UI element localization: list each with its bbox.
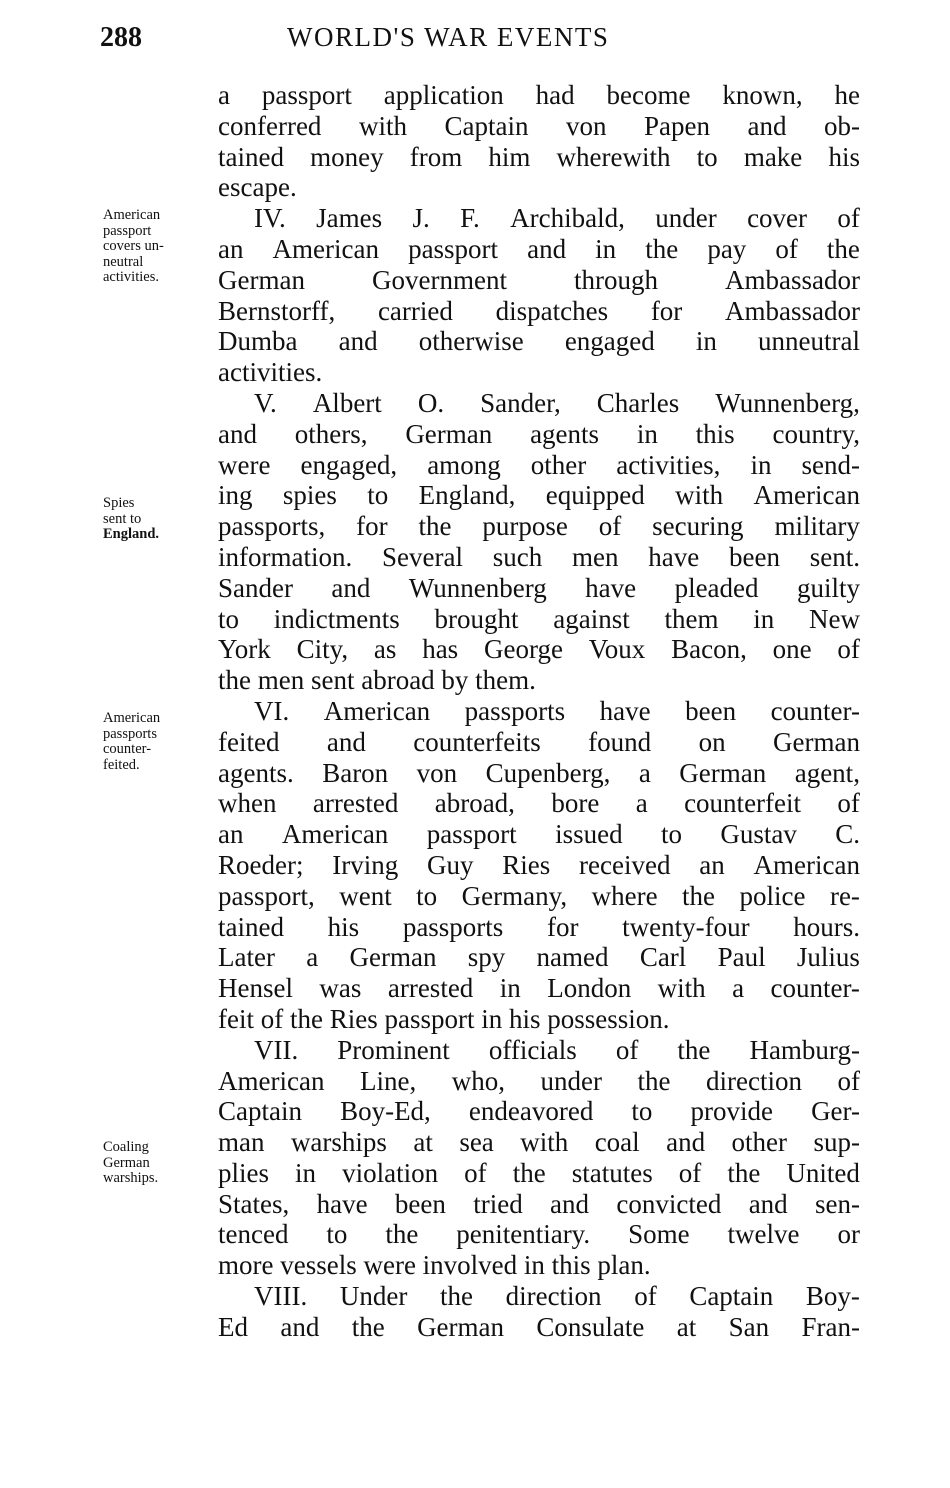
text-line: Hensel was arrested in London with a counter- xyxy=(218,973,860,1004)
text-line: Roeder; Irving Guy Ries received an American xyxy=(218,849,860,880)
margin-note-line: covers un- xyxy=(103,238,164,254)
margin-note-line: passport xyxy=(103,222,152,239)
margin-note-counterfeited xyxy=(103,711,213,773)
paragraph-viii xyxy=(218,1281,860,1343)
margin-note-passport-covers xyxy=(103,208,213,286)
text-line: information. Several such men have been sent. xyxy=(218,541,860,572)
margin-note-line: feited. xyxy=(103,756,140,773)
margin-note-line: counter- xyxy=(103,741,152,757)
text-line: and others, German agents in this country, xyxy=(218,418,860,449)
text-line: an American passport issued to Gustav C. xyxy=(218,819,860,850)
text-line: were engaged, among other activities, in send- xyxy=(218,449,860,480)
margin-note-line: German xyxy=(103,1154,150,1171)
margin-note-line: England. xyxy=(103,526,160,542)
text-line: Sander and Wunnenberg have pleaded guilty xyxy=(218,572,860,603)
body-text xyxy=(218,80,860,1343)
text-line: Dumba and otherwise engaged in unneutral xyxy=(218,326,860,357)
text-line: a passport application had become known, he xyxy=(218,80,860,110)
margin-note-line: passports xyxy=(103,725,157,742)
paragraph-vi xyxy=(218,696,860,1035)
text-line: German Government through Ambassador xyxy=(218,264,860,295)
paragraph-iv xyxy=(218,203,860,388)
margin-note-coaling-warships xyxy=(103,1140,213,1187)
text-line: man warships at sea with coal and other sup- xyxy=(218,1127,860,1158)
margin-note-spies-england xyxy=(103,496,213,543)
text-line: V. Albert O. Sander, Charles Wunnenberg, xyxy=(254,387,860,418)
margin-note-line: neutral xyxy=(103,253,144,270)
text-line: Ed and the German Consulate at San Fran- xyxy=(218,1311,860,1342)
margin-note-line: Spies xyxy=(103,495,135,511)
text-line: VII. Prominent officials of the Hamburg- xyxy=(254,1034,860,1065)
text-line: conferred with Captain von Papen and ob- xyxy=(218,110,860,141)
margin-note-line: sent to xyxy=(103,510,142,527)
text-line: Bernstorff, carried dispatches for Ambassador xyxy=(218,295,860,326)
text-line: IV. James J. F. Archibald, under cover of xyxy=(254,203,860,234)
text-line: to indictments brought against them in New xyxy=(218,603,860,634)
text-line: tenced to the penitentiary. Some twelve or xyxy=(218,1219,860,1250)
margin-note-line: American xyxy=(103,710,161,726)
text-line: plies in violation of the statutes of the United xyxy=(218,1157,860,1188)
text-line: feited and counterfeits found on German xyxy=(218,726,860,757)
text-line: more vessels were involved in this plan. xyxy=(218,1250,651,1281)
text-line: feit of the Ries passport in his possession. xyxy=(218,1003,670,1034)
text-line: York City, as has George Voux Bacon, one of xyxy=(218,634,860,665)
paragraph-v xyxy=(218,388,860,696)
text-line: passports, for the purpose of securing military xyxy=(218,511,860,542)
margin-note-line: Coaling xyxy=(103,1139,149,1155)
text-line: VI. American passports have been counter- xyxy=(254,695,860,726)
text-line: tained money from him wherewith to make his xyxy=(218,141,860,172)
text-line: escape. xyxy=(218,172,297,203)
margin-note-line: warships. xyxy=(103,1170,159,1186)
paragraph-vii xyxy=(218,1035,860,1281)
text-line: States, have been tried and convicted and sen- xyxy=(218,1188,860,1219)
text-line: tained his passports for twenty-four hours. xyxy=(218,911,860,942)
margin-note-line: American xyxy=(103,207,161,223)
text-line: an American passport and in the pay of the xyxy=(218,233,860,264)
paragraph-continuation xyxy=(218,80,860,203)
text-line: American Line, who, under the direction of xyxy=(218,1065,860,1096)
text-line: activities. xyxy=(218,357,323,388)
text-line: VIII. Under the direction of Captain Boy- xyxy=(254,1281,860,1312)
text-line: Captain Boy-Ed, endeavored to provide Ger- xyxy=(218,1096,860,1127)
running-title: WORLD'S WAR EVENTS xyxy=(287,22,610,52)
text-line: when arrested abroad, bore a counterfeit of xyxy=(218,788,860,819)
text-line: passport, went to Germany, where the police re- xyxy=(218,880,860,911)
page-number: 288 xyxy=(100,22,142,53)
margin-note-line: activities. xyxy=(103,269,159,285)
text-line: Later a German spy named Carl Paul Julius xyxy=(218,942,860,973)
text-line: the men sent abroad by them. xyxy=(218,665,536,696)
text-line: agents. Baron von Cupenberg, a German agent, xyxy=(218,757,860,788)
text-line: ing spies to England, equipped with American xyxy=(218,480,860,511)
